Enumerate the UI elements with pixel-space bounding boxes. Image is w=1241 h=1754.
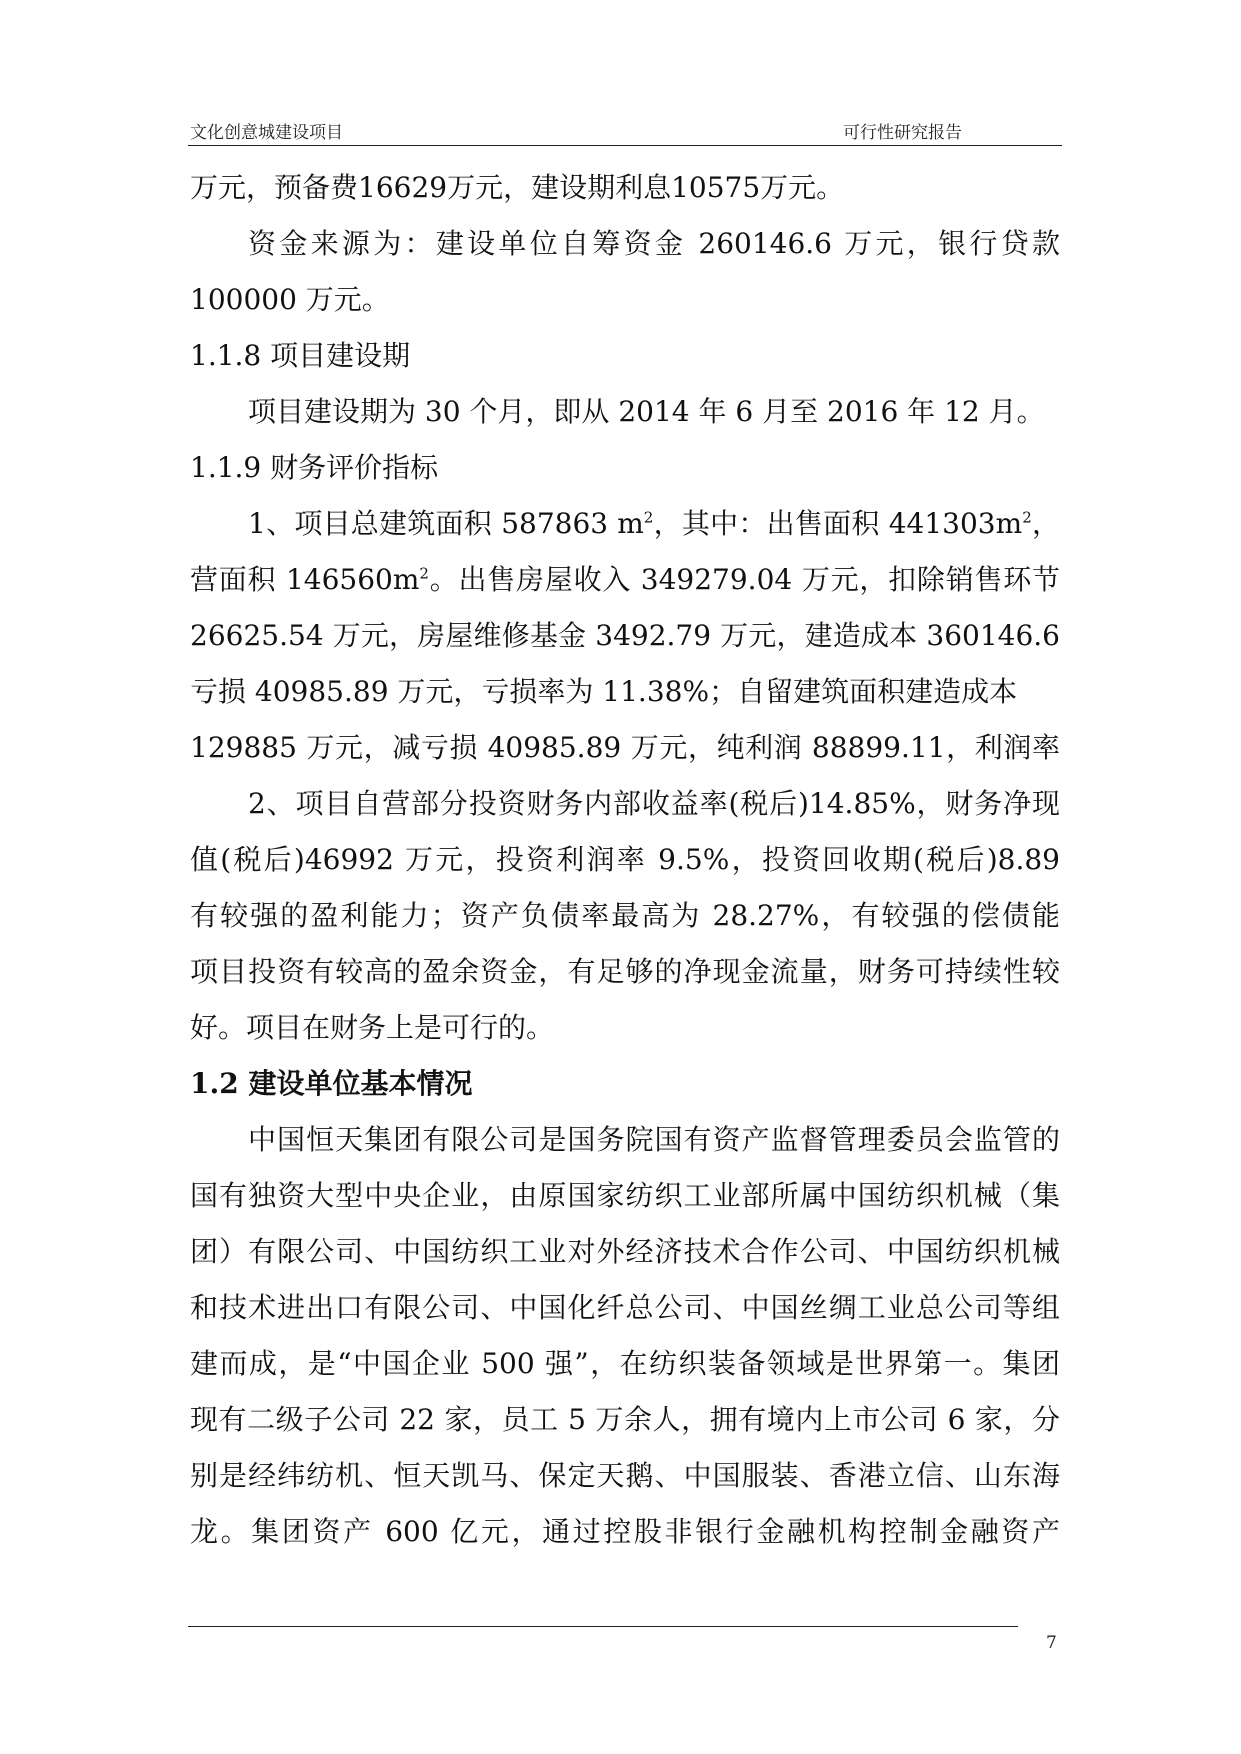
text-line: 资金来源为：建设单位自筹资金 260146.6 万元，银行贷款: [248, 227, 1060, 260]
text-line: 项目建设期为 30 个月，即从 2014 年 6 月至 2016 年 12 月。: [248, 395, 1045, 428]
text-line: 有较强的盈利能力；资产负债率最高为 28.27%，有较强的偿债能: [190, 899, 1060, 932]
text-line: 别是经纬纺机、恒天凯马、保定天鹅、中国服装、香港立信、山东海: [190, 1459, 1060, 1492]
text-line: 1、项目总建筑面积 587863 $m^2$，其中：出售面积 $441303m^2$，: [248, 507, 1060, 540]
text-line: 2、项目自营部分投资财务内部收益率(税后)14.85%，财务净现: [248, 787, 1060, 820]
text-line: 和技术进出口有限公司、中国化纤总公司、中国丝绸工业总公司等组: [190, 1291, 1060, 1324]
header-project-name: 文化创意城建设项目: [190, 123, 343, 143]
text-line: 项目投资有较高的盈余资金，有足够的净现金流量，财务可持续性较: [190, 955, 1060, 988]
text-line: 中国恒天集团有限公司是国务院国有资产监督管理委员会监管的: [248, 1123, 1060, 1156]
text-line: 26625.54 万元，房屋维修基金 3492.79 万元，建造成本 360146.6: [190, 619, 1060, 652]
header-rule: [188, 145, 1062, 146]
body-text: [190, 160, 1060, 1560]
text-line: 现有二级子公司 22 家，员工 5 万余人，拥有境内上市公司 6 家，分: [190, 1403, 1060, 1436]
header-report-type: 可行性研究报告: [843, 123, 962, 143]
text-line: 建而成，是“中国企业 500 强”，在纺织装备领域是世界第一。集团: [190, 1347, 1060, 1380]
text-line: 营面积 $146560m^2$。出售房屋收入 349279.04 万元，扣除销售环节: [190, 563, 1060, 596]
page-number: 7: [1046, 1633, 1057, 1653]
footer-rule: [188, 1626, 1018, 1627]
text-line: 129885 万元，减亏损 40985.89 万元，纯利润 88899.11，利润率: [190, 731, 1060, 764]
text-line: 国有独资大型中央企业，由原国家纺织工业部所属中国纺织机械（集: [190, 1179, 1060, 1212]
text-line: 亏损 40985.89 万元，亏损率为 11.38%；自留建筑面积建造成本: [190, 675, 1018, 708]
text-line: 龙。集团资产 600 亿元，通过控股非银行金融机构控制金融资产: [190, 1515, 1060, 1548]
text-line: 好。项目在财务上是可行的。: [190, 1011, 555, 1044]
text-line: 万元，预备费16629万元，建设期利息10575万元。: [190, 171, 845, 204]
text-line: 1.1.9 财务评价指标: [190, 451, 439, 484]
text-line: 团）有限公司、中国纺织工业对外经济技术合作公司、中国纺织机械: [190, 1235, 1060, 1268]
text-line: 值(税后)46992 万元，投资利润率 9.5%，投资回收期(税后)8.89: [190, 843, 1060, 876]
text-line: 1.1.8 项目建设期: [190, 339, 411, 372]
section-heading: 1.2 建设单位基本情况: [190, 1067, 473, 1100]
text-line: 100000 万元。: [190, 283, 390, 316]
